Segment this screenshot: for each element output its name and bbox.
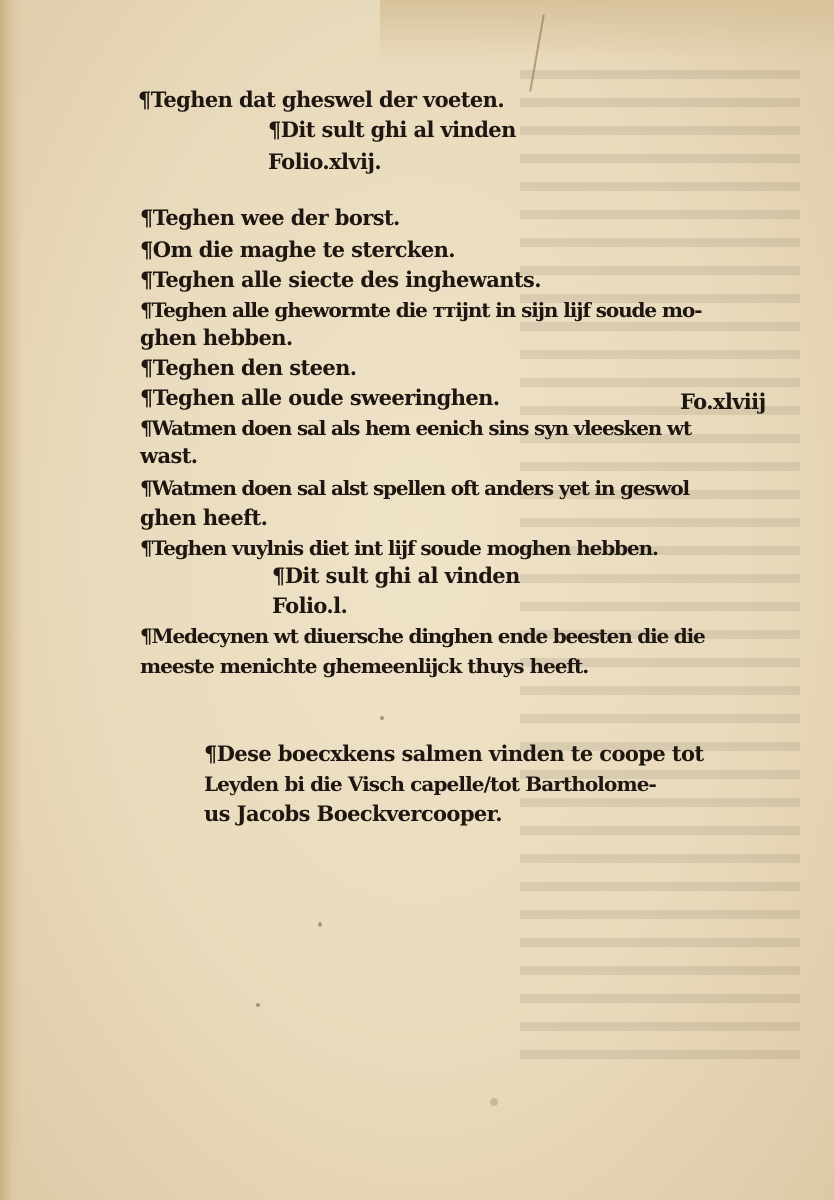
contents-line: ghen heeft.: [140, 505, 268, 530]
contents-line: ¶Teghen alle ghewormte die ттijnt in sijn lijf soude mo-: [140, 298, 702, 322]
colophon-line: us Jacobs Boeckvercooper.: [204, 801, 502, 826]
contents-line: ghen hebben.: [140, 325, 293, 350]
contents-line: ¶Medecynen wt diuersche dinghen ende beesten die die: [140, 624, 705, 648]
contents-line: ¶Teghen alle oude sweeringhen.: [140, 385, 500, 410]
contents-line: ¶Dit sult ghi al vinden: [268, 117, 516, 142]
colophon-line: ¶Dese boecxkens salmen vinden te coope tot: [204, 741, 704, 766]
contents-line: Folio.l.: [272, 593, 348, 618]
contents-line: ¶Teghen vuylnis diet int lijf soude moghen hebben.: [140, 536, 658, 560]
contents-line: wast.: [140, 443, 198, 468]
contents-line: ¶Teghen den steen.: [140, 355, 357, 380]
contents-line: ¶Teghen alle siecte des inghewants.: [140, 267, 541, 292]
contents-line: ¶Dit sult ghi al vinden: [272, 563, 520, 588]
contents-line: meeste menichte ghemeenlijck thuys heeft.: [140, 654, 589, 678]
folio-reference: Fo.xlviij: [680, 389, 766, 414]
contents-line: Folio.xlvij.: [268, 149, 382, 174]
contents-line: ¶Teghen dat gheswel der voeten.: [138, 87, 505, 112]
contents-line: ¶Teghen wee der borst.: [140, 205, 400, 230]
contents-line: ¶Watmen doen sal alst spellen oft anders yet in geswol: [140, 476, 689, 500]
contents-line: ¶Om die maghe te stercken.: [140, 237, 455, 262]
contents-line: ¶Watmen doen sal als hem eenich sins syn vleesken wt: [140, 416, 691, 440]
colophon-line: Leyden bi die Visch capelle/tot Bartholome-: [204, 772, 656, 796]
